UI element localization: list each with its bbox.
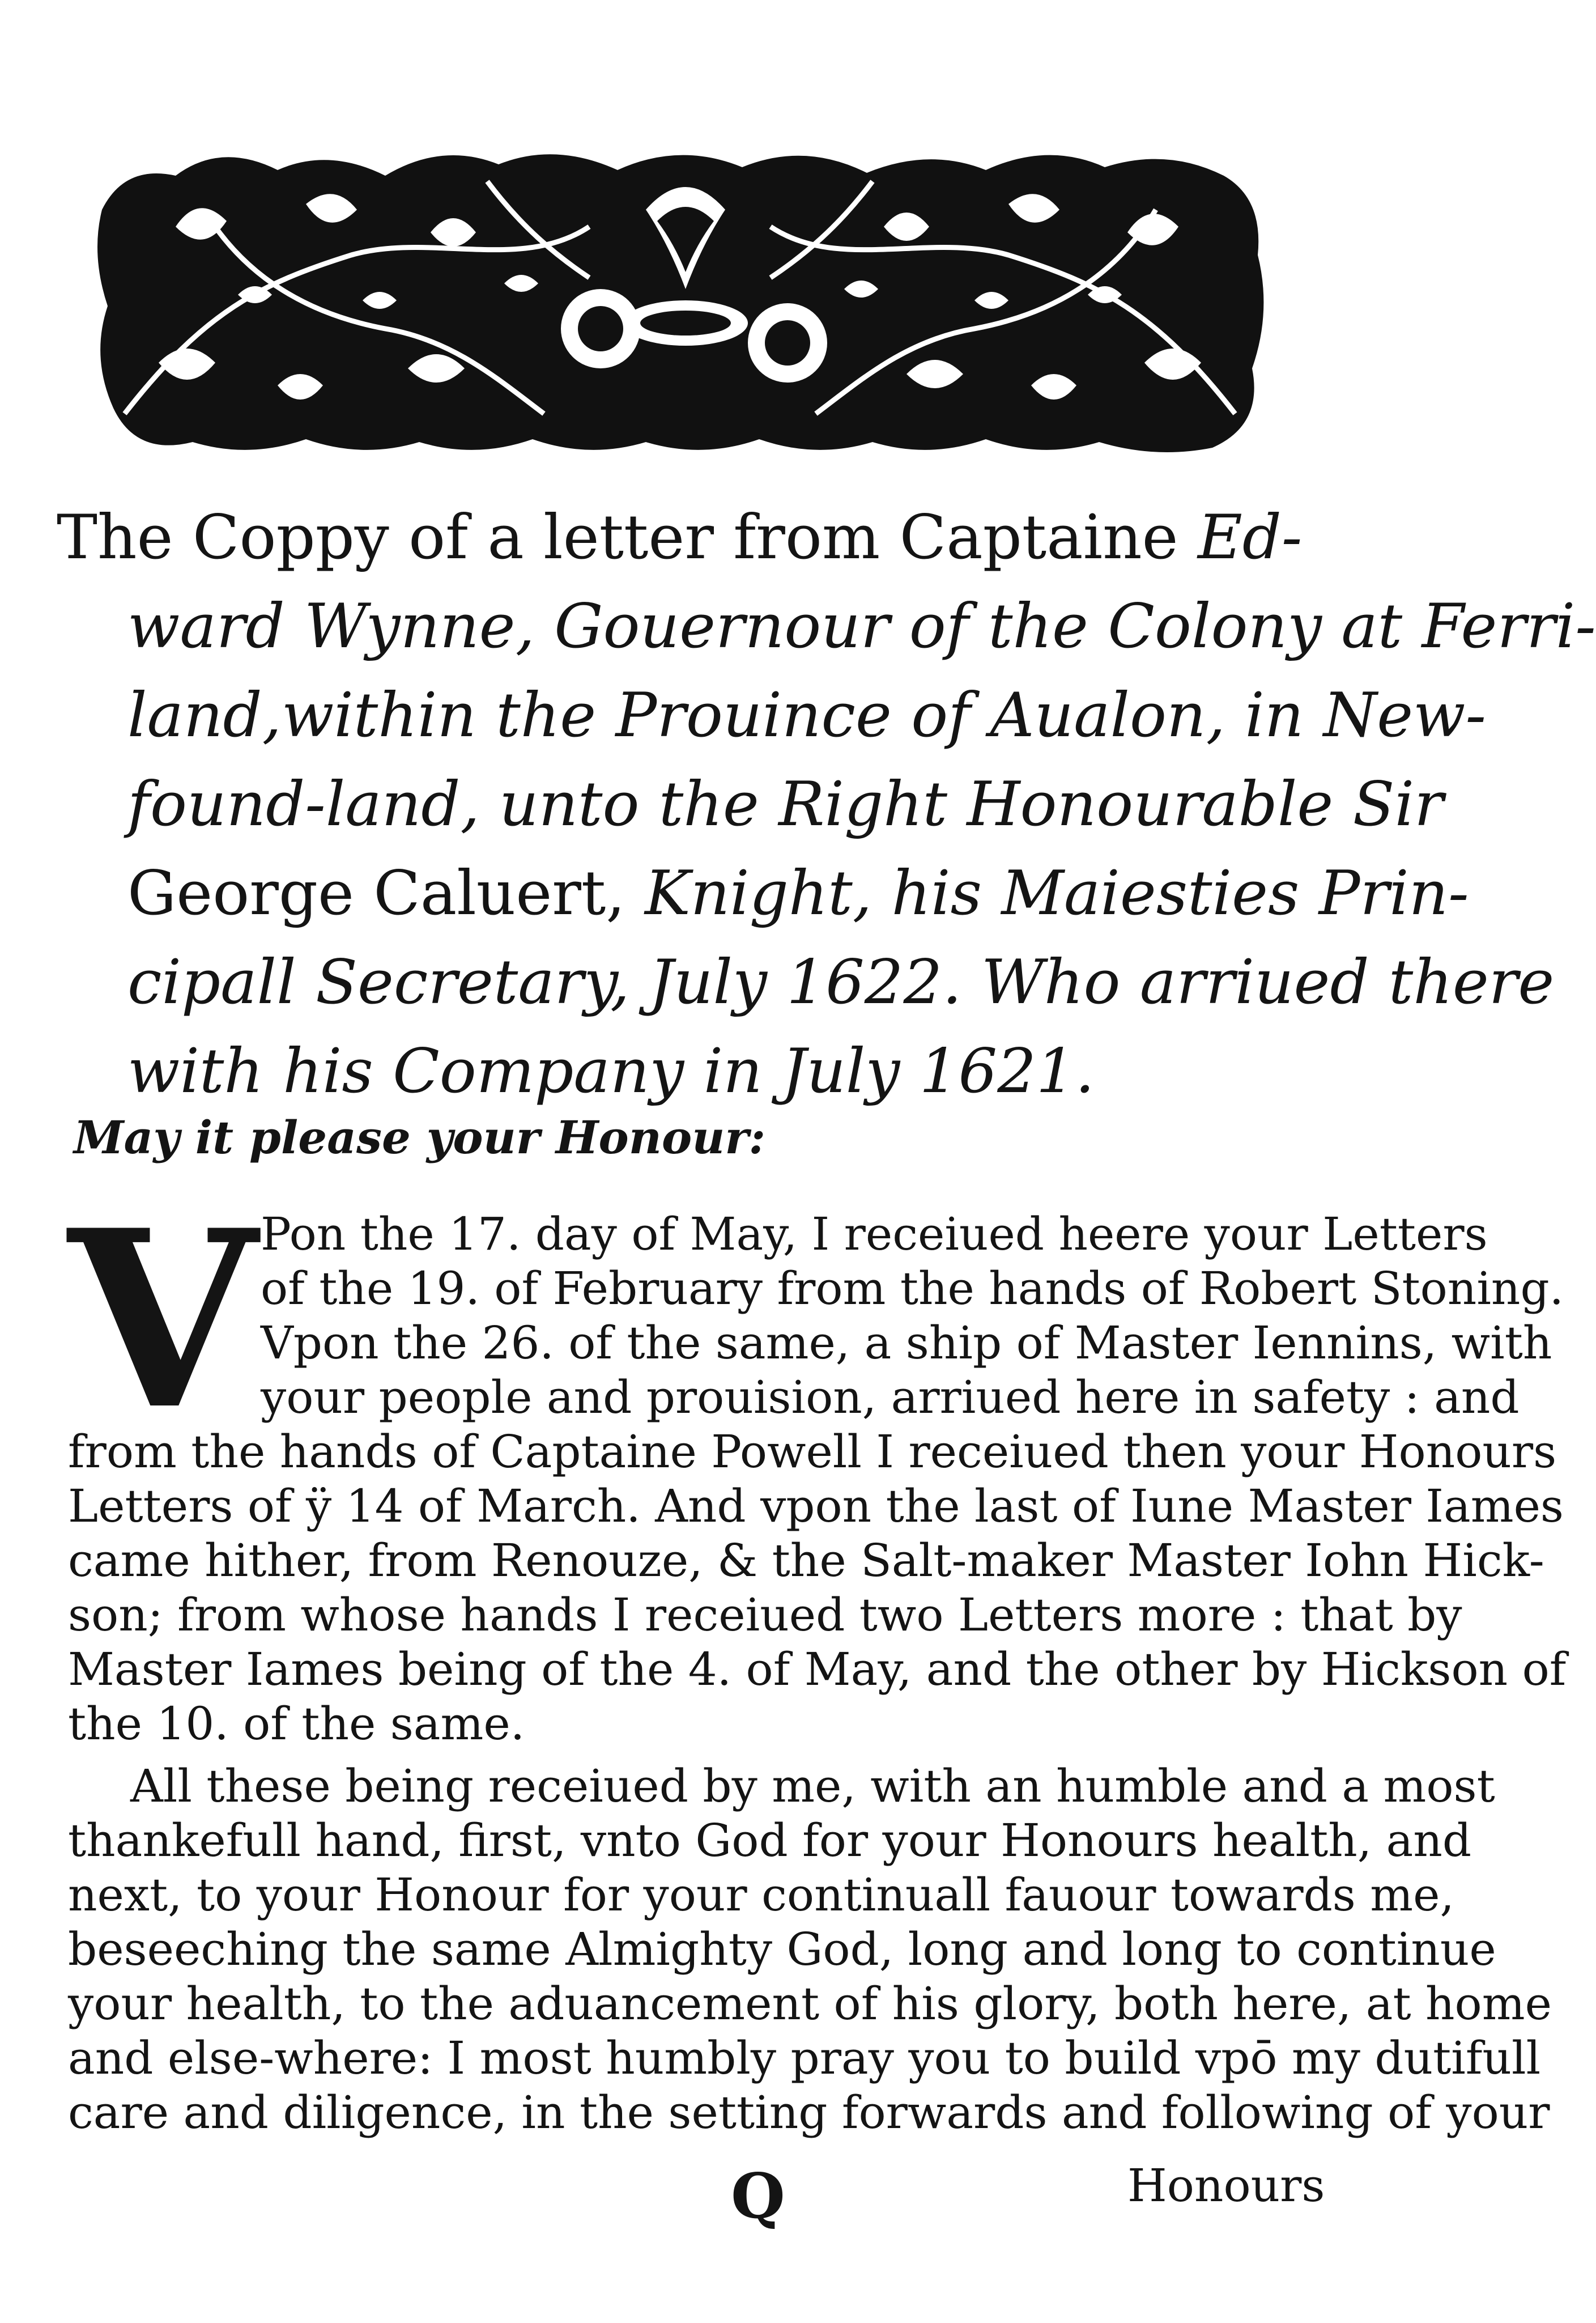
body-line: came hither, from Renouze, & the Salt-maker Master Iohn Hick- xyxy=(68,1534,1544,1587)
catchword: Honours xyxy=(1127,2159,1325,2212)
body-line: Letters of ÿ 14 of March. And vpon the last of Iune Master Iames xyxy=(68,1480,1564,1532)
body-line: your health, to the aduancement of his glory, both here, at home xyxy=(68,1977,1552,2030)
title-line-3: land,within the Prouince of Aualon, in New- xyxy=(127,680,1487,751)
letter-body xyxy=(68,1207,1567,2140)
body-line: care and diligence, in the setting forwards and following of your xyxy=(68,2086,1550,2139)
title-line-5-italic: Knight, his Maiesties Prin- xyxy=(644,858,1469,929)
body-line: of the 19. of February from the hands of Robert Stoning. xyxy=(261,1262,1564,1315)
body-line: Master Iames being of the 4. of May, and the other by Hickson of xyxy=(68,1643,1567,1696)
letter-title xyxy=(57,493,1596,1116)
signature-mark: Q xyxy=(731,2159,785,2232)
ornamental-headpiece xyxy=(91,142,1272,459)
body-line: beseeching the same Almighty God, long and long to continue xyxy=(68,1923,1496,1976)
drop-cap: V xyxy=(68,1177,257,1463)
title-line-5 xyxy=(57,849,1469,938)
body-line: Vpon the 26. of the same, a ship of Master Iennins, with xyxy=(261,1316,1552,1369)
title-line-1-roman: The Coppy of a letter from Captaine xyxy=(57,502,1198,573)
title-line-7: with his Company in July 1621. xyxy=(127,1036,1095,1107)
body-line: the 10. of the same. xyxy=(68,1697,525,1750)
body-line: from the hands of Captaine Powell I receiued then your Honours xyxy=(68,1425,1557,1478)
title-line-6: cipall Secretary, July 1622. Who arriued there xyxy=(127,947,1555,1018)
title-line-5-roman: George Caluert, xyxy=(127,858,645,929)
body-line: and else-where: I most humbly pray you to build vpō my dutifull xyxy=(68,2032,1541,2084)
title-line-4: found-land, unto the Right Honourable Sir xyxy=(127,769,1444,840)
body-line: thankefull hand, first, vnto God for your Honours health, and xyxy=(68,1814,1472,1867)
salutation: May it please your Honour: xyxy=(74,1111,766,1164)
paragraph-gap xyxy=(68,1751,1292,1759)
body-line: All these being receiued by me, with an humble and a most xyxy=(130,1760,1495,1812)
body-line: next, to your Honour for your continuall fauour towards me, xyxy=(68,1868,1454,1921)
body-line: your people and prouision, arriued here in safety : and xyxy=(261,1371,1520,1424)
title-line-1-italic: Ed- xyxy=(1197,502,1303,573)
title-line-2: ward Wynne, Gouernour of the Colony at Ferri- xyxy=(127,591,1596,662)
body-line: son; from whose hands I receiued two Letters more : that by xyxy=(68,1589,1462,1641)
title-line-1 xyxy=(57,493,1303,582)
body-line: Pon the 17. day of May, I receiued heere your Letters xyxy=(261,1208,1488,1260)
